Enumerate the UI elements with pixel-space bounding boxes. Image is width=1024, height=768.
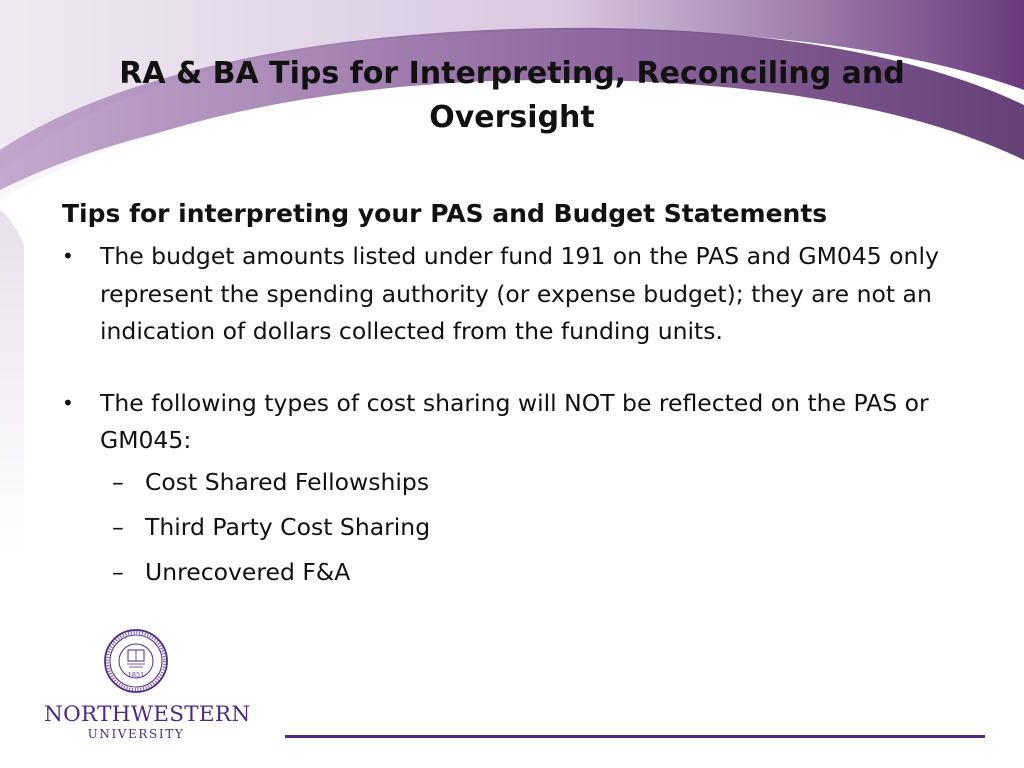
sub-bullet-item (62, 550, 982, 595)
bullet-item (62, 385, 982, 460)
title-line-2: Oversight (429, 100, 595, 135)
seal-year: 1851 (127, 671, 145, 679)
footer-divider (285, 735, 985, 738)
logo-subwordmark: UNIVERSITY (87, 727, 185, 741)
bullet-text: The following types of cost sharing will NOT be reflected on the PAS or GM045: (100, 388, 929, 454)
dash-marker: – (112, 557, 124, 586)
bullet-marker: • (62, 244, 74, 268)
bullet-item (62, 238, 982, 351)
sub-bullet-text: Third Party Cost Sharing (145, 512, 431, 541)
sub-bullet-item (62, 505, 982, 550)
sub-bullet-item (62, 460, 982, 505)
slide-body (62, 196, 982, 595)
sub-bullet-text: Unrecovered F&A (145, 557, 351, 586)
dash-marker: – (112, 467, 124, 496)
northwestern-logo (44, 628, 251, 741)
bullet-text: The budget amounts listed under fund 191 on the PAS and GM045 only represent the spending authority (or expense budget); they are not an indication of dollars collected from the funding units. (100, 242, 939, 345)
dash-marker: – (112, 512, 124, 541)
bullet-marker: • (62, 390, 74, 415)
logo-wordmark: NORTHWESTERN (44, 702, 251, 727)
sub-bullet-text: Cost Shared Fellowships (145, 467, 430, 496)
slide-title (60, 52, 964, 140)
title-line-1: RA & BA Tips for Interpreting, Reconciling and (119, 56, 905, 91)
section-heading: Tips for interpreting your PAS and Budget Statements (62, 199, 828, 228)
university-seal-icon (103, 628, 169, 694)
